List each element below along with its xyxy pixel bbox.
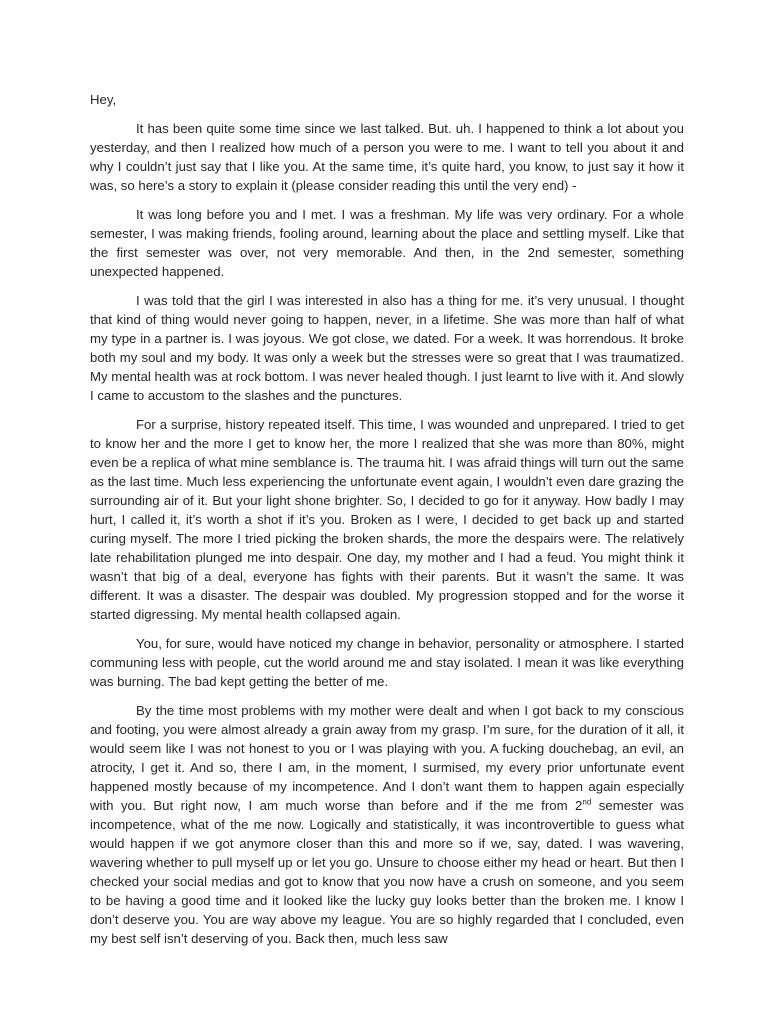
letter-paragraph-1: It has been quite some time since we last talked. But. uh. I happened to think a lot about you yesterday, and then I realized how much of a person you were to me. I want to tell you about it and why I couldn’t just say that I like you. At the same time, it’s quite hard, you know, to just say it how it was, so here’s a story to explain it (please consider reading this until the very end) - [90, 121, 684, 193]
letter-paragraph-2: It was long before you and I met. I was a freshman. My life was very ordinary. For a whole semester, I was making friends, fooling around, learning about the place and settling myself. Like that the first semester was over, not very memorable. And then, in the 2nd semester, something unexpected happened. [90, 207, 684, 279]
letter-paragraph-6-part-1: By the time most problems with my mother were dealt and when I got back to my conscious and footing, you were almost already a grain away from my grasp. I’m sure, for the duration of it all, it would seem like I was not honest to you or I was playing with you. A fucking douchebag, an evil, an atrocity, I get it. And so, there I am, in the moment, I surmised, my every prior unfortunate event happened mostly because of my incompetence. And I don’t want them to happen again especially with you. But right now, I am much worse than before and if the me from 2 [90, 703, 684, 813]
letter-paragraph-3: I was told that the girl I was interested in also has a thing for me. it’s very unusual. I thought that kind of thing would never going to happen, never, in a lifetime. She was more than half of what my type in a partner is. I was joyous. We got close, we dated. For a week. It was horrendous. It broke both my soul and my body. It was only a week but the stresses were so great that I was traumatized. My mental health was at rock bottom. I was never healed though. I just learnt to live with it. And slowly I came to accustom to the slashes and the punctures. [90, 293, 684, 403]
letter-paragraph-5: You, for sure, would have noticed my change in behavior, personality or atmosphere. I started communing less with people, cut the world around me and stay isolated. I mean it was like everything was burning. The bad kept getting the better of me. [90, 636, 684, 689]
letter-paragraph-6-part-2: semester was incompetence, what of the me now. Logically and statistically, it was incontrovertible to guess what would happen if we got anymore closer than this and more so if we, say, dated. I was wavering, wavering whether to pull myself up or let you go. Unsure to choose either my head or heart. But then I checked your social medias and got to know that you now have a crush on someone, and you seem to be having a good time and it looked like the lucky guy looks better than the broken me. I know I don’t deserve you. You are way above my league. You are so highly regarded that I concluded, even my best self isn’t deserving of you. Back then, much less saw [90, 798, 684, 946]
letter-greeting: Hey, [90, 92, 117, 107]
letter-body [90, 90, 684, 948]
ordinal-superscript: nd [582, 797, 592, 807]
letter-paragraph-6 [90, 701, 684, 948]
letter-paragraph-4: For a surprise, history repeated itself. This time, I was wounded and unprepared. I tried to get to know her and the more I get to know her, the more I realized that she was more than 80%, might even be a replica of what mine semblance is. The trauma hit. I was afraid things will turn out the same as the last time. Much less experiencing the unfortunate event again, I wouldn’t even dare grazing the surrounding air of it. But your light shone brighter. So, I decided to go for it anyway. How badly I may hurt, I called it, it’s worth a shot if it’s you. Broken as I were, I decided to get back up and started curing myself. The more I tried picking the broken shards, the more the despairs were. The relatively late rehabilitation plunged me into despair. One day, my mother and I had a feud. You might think it wasn’t that big of a deal, everyone has fights with their parents. But it wasn’t the same. It was different. It was a disaster. The despair was doubled. My progression stopped and for the worse it started digressing. My mental health collapsed again. [90, 417, 684, 622]
